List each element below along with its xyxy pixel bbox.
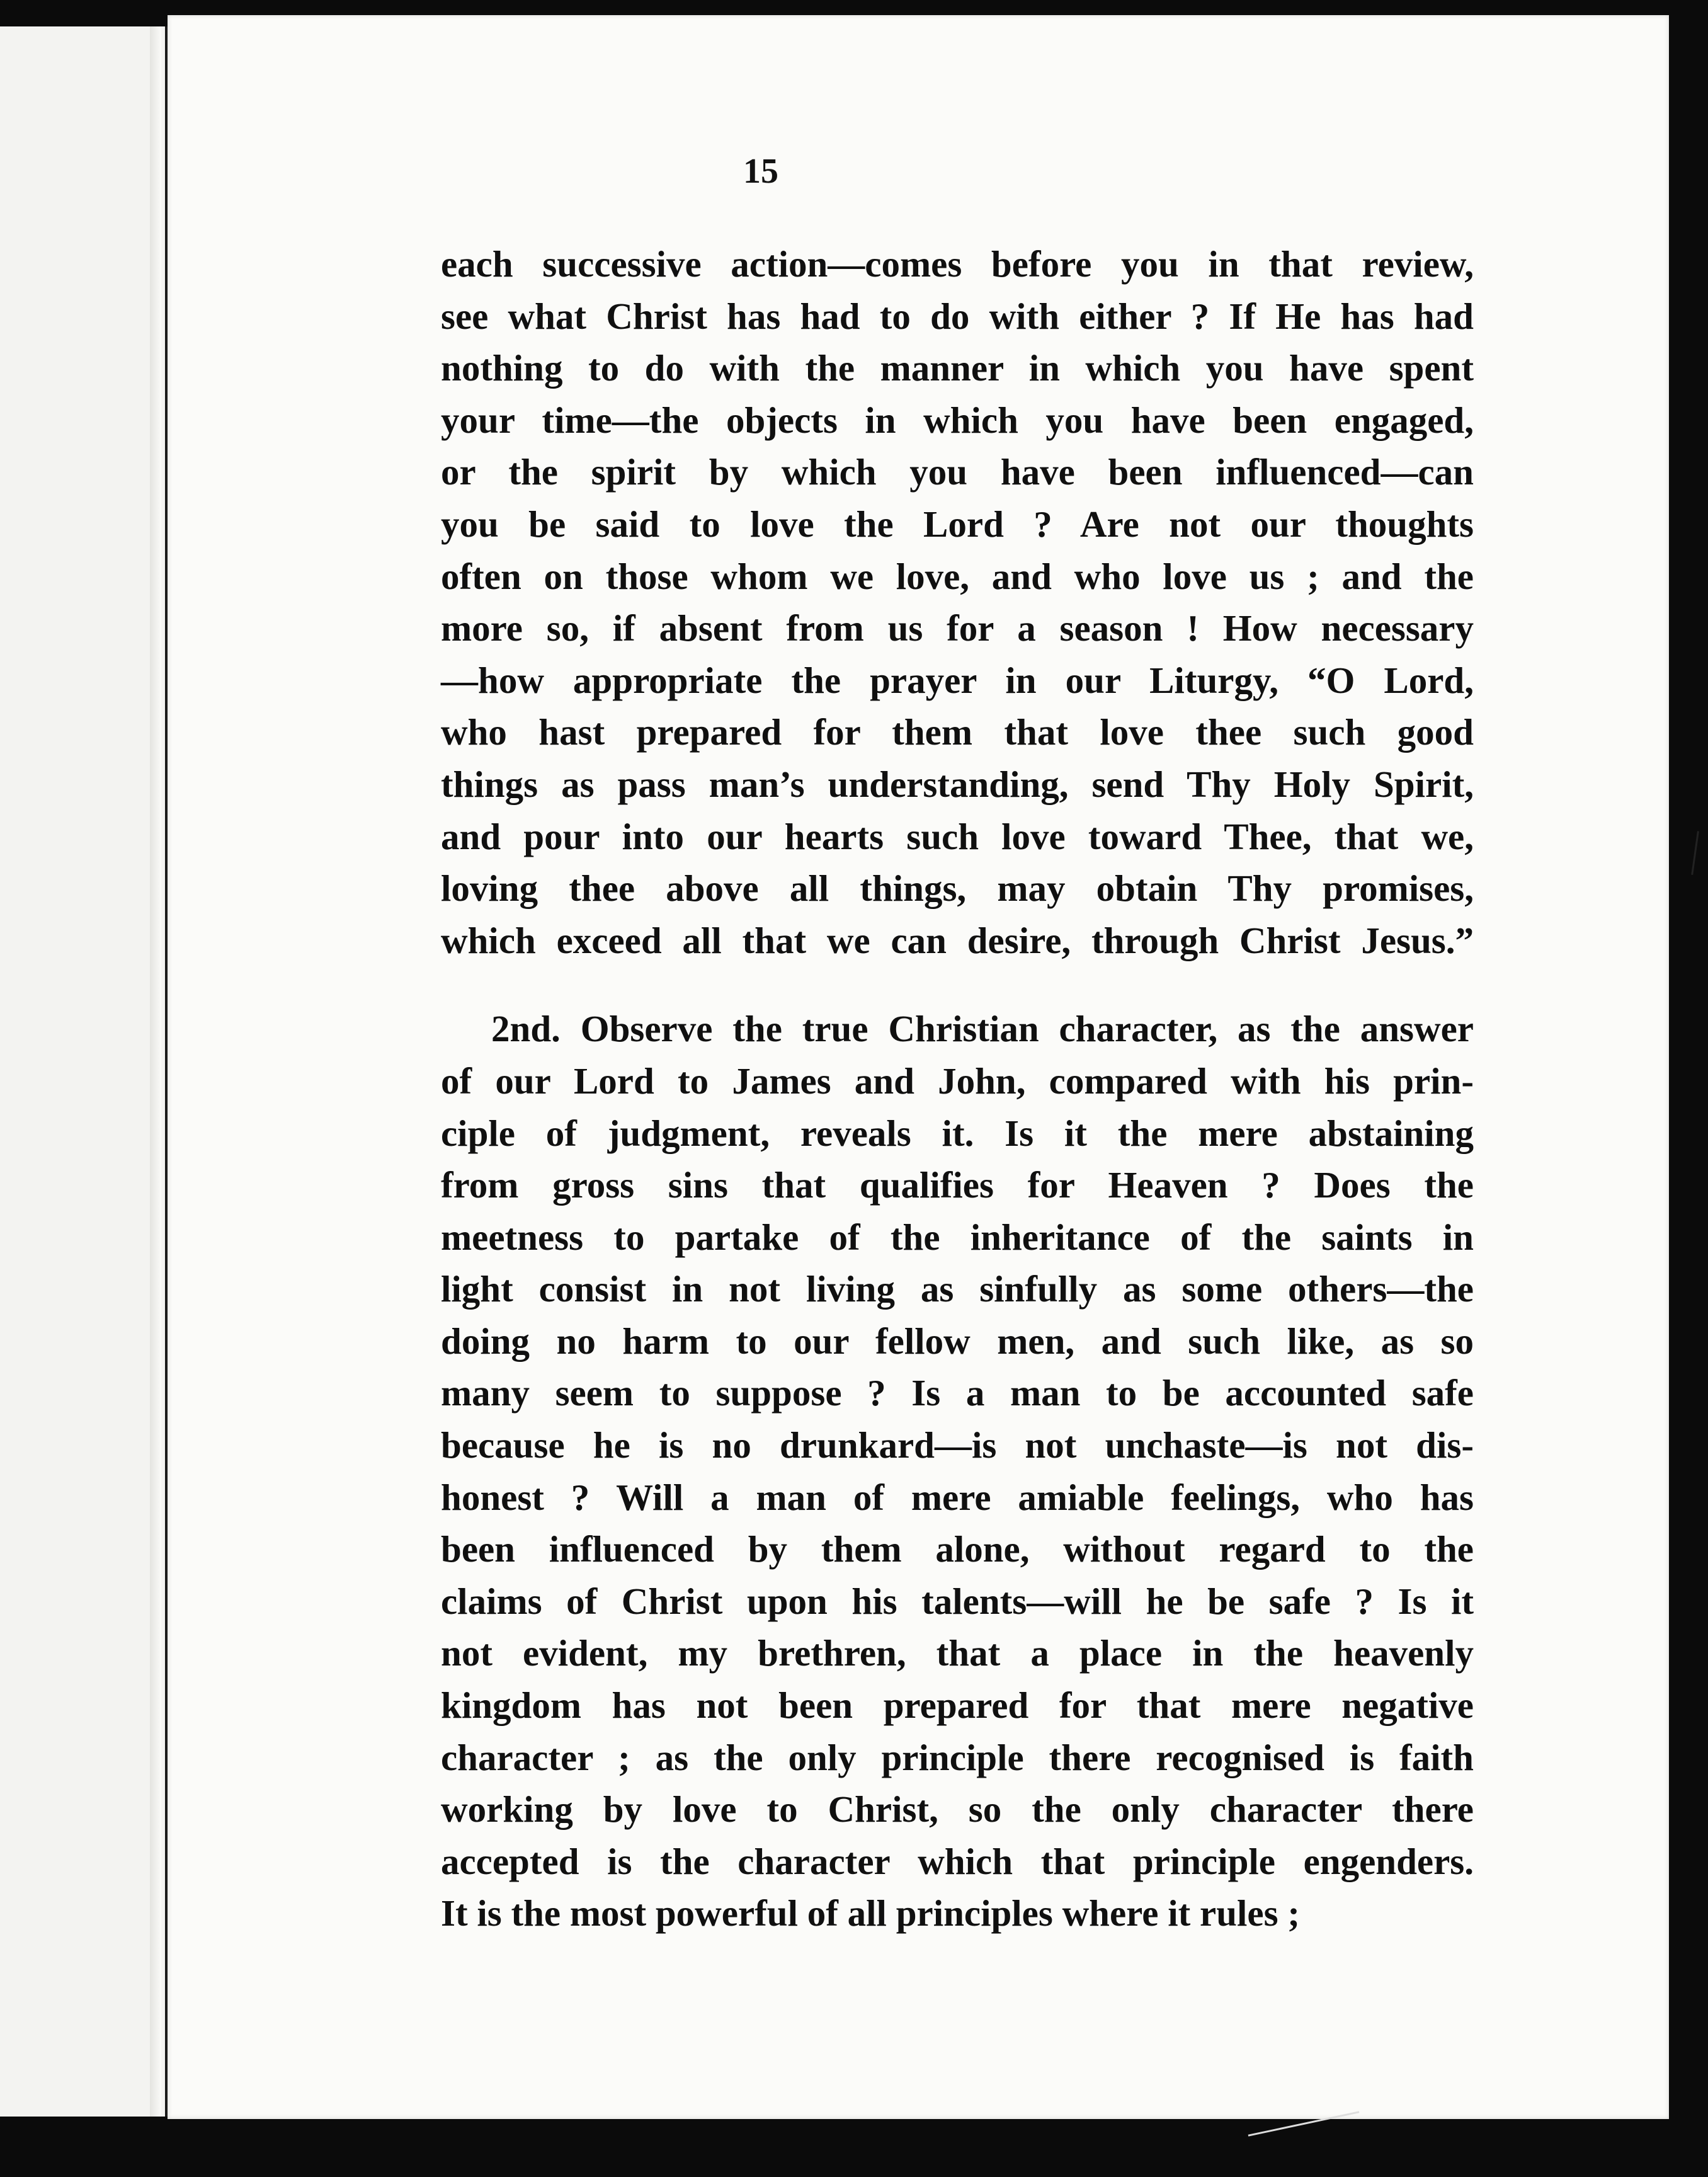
text-line: many seem to suppose ? Is a man to be accounted safe [441,1372,1474,1414]
text-line: things as pass man’s understanding, send Thy Holy Spirit, [441,763,1474,805]
text-line: ciple of judgment, reveals it. Is it the mere abstaining [441,1112,1474,1154]
paragraph-gap [441,966,1474,1003]
text-line: who hast prepared for them that love thee such good [441,711,1474,753]
text-line: claims of Christ upon his talents—will he be safe ? Is it [441,1580,1474,1622]
text-line: loving thee above all things, may obtain Thy promises, [441,867,1474,910]
text-line: accepted is the character which that principle engenders. [441,1840,1474,1882]
text-line: often on those whom we love, and who love us ; and the [441,555,1474,597]
text-line: more so, if absent from us for a season ! How necessary [441,607,1474,649]
text-line: kingdom has not been prepared for that mere negative [441,1684,1474,1727]
text-line: been influenced by them alone, without regard to the [441,1528,1474,1570]
text-line: meetness to partake of the inheritance of the saints in [441,1216,1474,1258]
text-line: nothing to do with the manner in which you have spent [441,347,1474,389]
margin-mark [1691,831,1707,876]
page-number: 15 [743,152,778,191]
text-line: doing no harm to our fellow men, and such like, as so [441,1320,1474,1362]
page-gutter-shadow [150,26,161,2117]
text-line: honest ? Will a man of mere amiable feelings, who has [441,1476,1474,1518]
text-line: not evident, my brethren, that a place in the heavenly [441,1632,1474,1674]
text-line: light consist in not living as sinfully as some others—the [441,1268,1474,1310]
text-line: you be said to love the Lord ? Are not our thoughts [441,503,1474,545]
text-line: or the spirit by which you have been influenced—can [441,451,1474,493]
text-line: It is the most powerful of all principles where it rules ; [441,1892,1300,1934]
body-text [441,238,1474,1940]
text-line: because he is no drunkard—is not unchaste—is not dis- [441,1424,1474,1466]
text-line: which exceed all that we can desire, through Christ Jesus.” [441,919,1474,961]
left-page-edge [0,26,168,2117]
text-line: your time—the objects in which you have been engaged, [441,399,1474,441]
text-line: and pour into our hearts such love toward Thee, that we, [441,815,1474,857]
text-line: each successive action—comes before you in that review, [441,243,1474,285]
text-line: see what Christ has had to do with either ? If He has had [441,295,1474,337]
text-line: working by love to Christ, so the only character there [441,1788,1474,1831]
text-line: character ; as the only principle there recognised is faith [441,1736,1474,1778]
text-line: from gross sins that qualifies for Heaven ? Does the [441,1164,1474,1206]
text-line: —how appropriate the prayer in our Liturgy, “O Lord, [441,659,1474,701]
text-line: of our Lord to James and John, compared with his prin- [441,1060,1474,1102]
text-line: 2nd. Observe the true Christian character, as the answer [491,1008,1474,1050]
